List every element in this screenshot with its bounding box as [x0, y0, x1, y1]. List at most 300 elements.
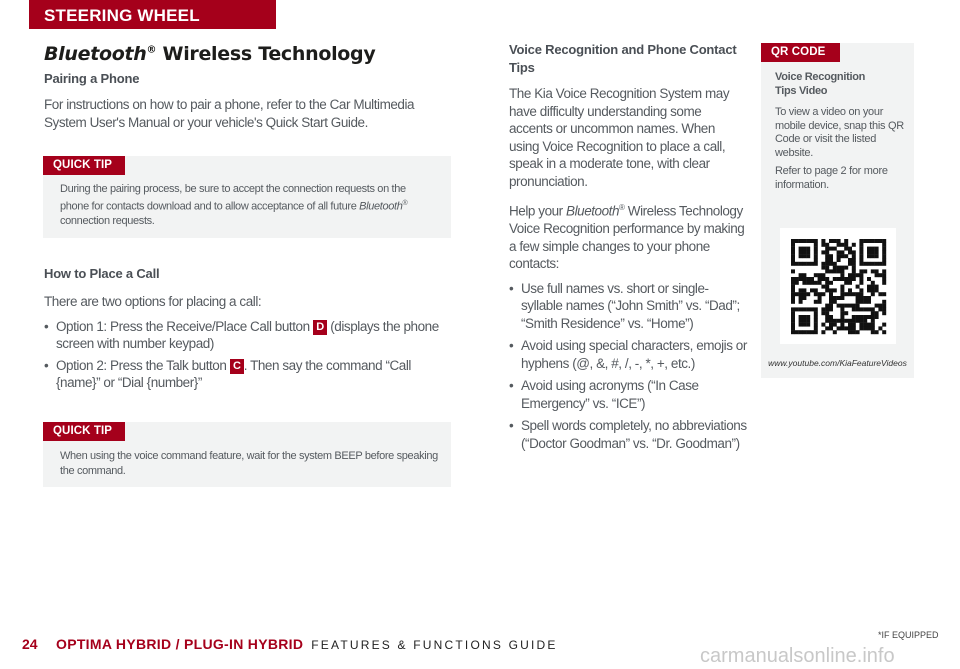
- qr-module: [867, 315, 871, 319]
- qr-module: [840, 296, 844, 300]
- qr-module: [818, 300, 822, 304]
- qr-body: To view a video on your mobile device, snap this QR Code or visit the listed website.: [775, 106, 904, 159]
- qr-module: [821, 266, 825, 270]
- quick-tip-voice: [43, 422, 451, 487]
- qr-module: [871, 330, 875, 334]
- qr-module: [859, 243, 863, 247]
- qr-module: [875, 247, 879, 251]
- qr-module: [840, 315, 844, 319]
- quick-tip-text: During the pairing process, be sure to accept the connection requests on the phone for contacts download and to allow acceptance of all future Bluetooth® connection requests.: [60, 183, 408, 227]
- voice-heading: Voice Recognition and Phone Contact Tips: [509, 42, 737, 75]
- qr-module: [825, 262, 829, 266]
- qr-module: [795, 239, 799, 243]
- qr-module: [799, 300, 803, 304]
- qr-module: [806, 250, 810, 254]
- qr-module: [848, 330, 852, 334]
- qr-module: [863, 296, 867, 300]
- qr-module: [882, 243, 886, 247]
- qr-module: [871, 285, 875, 289]
- qr-module: [856, 273, 860, 277]
- qr-module: [833, 300, 837, 304]
- qr-module: [829, 258, 833, 262]
- qr-module: [867, 285, 871, 289]
- qr-module: [825, 304, 829, 308]
- qr-module: [852, 307, 856, 311]
- qr-module: [825, 315, 829, 319]
- qr-module: [882, 311, 886, 315]
- qr-module: [825, 243, 829, 247]
- qr-module: [814, 315, 818, 319]
- qr-module: [802, 330, 806, 334]
- qr-module: [791, 243, 795, 247]
- quick-tip-pairing: [43, 156, 451, 238]
- qr-module: [852, 304, 856, 308]
- qr-module: [799, 292, 803, 296]
- qr-module: [791, 300, 795, 304]
- qr-module: [863, 269, 867, 273]
- qr-module: [882, 273, 886, 277]
- qr-module: [821, 250, 825, 254]
- qr-module: [844, 326, 848, 330]
- qr-module: [844, 304, 848, 308]
- qr-module: [882, 281, 886, 285]
- qr-module: [840, 254, 844, 258]
- qr-module: [810, 262, 814, 266]
- qr-module: [837, 304, 841, 308]
- qr-module: [871, 239, 875, 243]
- qr-module: [840, 269, 844, 273]
- footer-guide: FEATURES & FUNCTIONS GUIDE: [311, 638, 558, 652]
- qr-module: [852, 323, 856, 327]
- voice-section: [509, 41, 749, 452]
- qr-module: [871, 311, 875, 315]
- qr-module: [848, 273, 852, 277]
- qr-module: [875, 315, 879, 319]
- qr-module: [856, 315, 860, 319]
- qr-module: [871, 307, 875, 311]
- qr-module: [825, 247, 829, 251]
- voice-body: The Kia Voice Recognition System may have difficulty understanding some accents or uncommon names. When using Voice Recognition to place a call, speak in a moderate tone, with clear pronunciation.: [509, 86, 730, 189]
- qr-module: [867, 326, 871, 330]
- qr-module: [821, 239, 825, 243]
- qr-module: [837, 243, 841, 247]
- qr-module: [802, 254, 806, 258]
- qr-module: [833, 319, 837, 323]
- qr-module: [814, 243, 818, 247]
- qr-module: [840, 323, 844, 327]
- qr-module: [848, 288, 852, 292]
- title-reg: ®: [146, 44, 157, 56]
- qr-module: [806, 323, 810, 327]
- qr-module: [882, 239, 886, 243]
- qr-module: [795, 277, 799, 281]
- qr-module: [856, 319, 860, 323]
- qr-module: [825, 258, 829, 262]
- qr-module: [859, 300, 863, 304]
- qr-module: [818, 292, 822, 296]
- qr-module: [859, 258, 863, 262]
- qr-module: [814, 300, 818, 304]
- qr-module: [882, 277, 886, 281]
- qr-module: [814, 330, 818, 334]
- qr-code-image: [780, 228, 896, 344]
- qr-module: [821, 243, 825, 247]
- qr-module: [825, 254, 829, 258]
- qr-module: [837, 269, 841, 273]
- qr-module: [848, 319, 852, 323]
- qr-module: [837, 296, 841, 300]
- qr-module: [852, 326, 856, 330]
- qr-module: [852, 254, 856, 258]
- qr-module: [875, 285, 879, 289]
- qr-module: [814, 319, 818, 323]
- qr-module: [799, 254, 803, 258]
- qr-module: [859, 307, 863, 311]
- qr-module: [863, 323, 867, 327]
- qr-module: [795, 281, 799, 285]
- qr-module: [829, 323, 833, 327]
- pairing-body: For instructions on how to pair a phone, refer to the Car Multimedia System User's Manual or your vehicle's Quick Start Guide.: [44, 97, 415, 130]
- qr-module: [799, 319, 803, 323]
- qr-module: [867, 239, 871, 243]
- qr-module: [821, 262, 825, 266]
- qr-module: [867, 254, 871, 258]
- qr-module: [818, 281, 822, 285]
- qr-module: [848, 292, 852, 296]
- qr-module: [814, 323, 818, 327]
- option-2: • Option 2: Press the Talk button C . Then say the command “Call {name}” or “Dial {number}”: [44, 357, 454, 392]
- qr-module: [821, 292, 825, 296]
- qr-module: [829, 326, 833, 330]
- qr-module: [814, 250, 818, 254]
- qr-module: [852, 258, 856, 262]
- qr-module: [844, 243, 848, 247]
- qr-module: [791, 307, 795, 311]
- qr-module: [802, 250, 806, 254]
- qr-module: [871, 254, 875, 258]
- qr-module: [848, 304, 852, 308]
- qr-module: [852, 315, 856, 319]
- qr-module: [833, 277, 837, 281]
- qr-module: [837, 326, 841, 330]
- qr-module: [852, 319, 856, 323]
- qr-module: [791, 315, 795, 319]
- qr-module: [882, 330, 886, 334]
- qr-module: [791, 281, 795, 285]
- qr-module: [829, 319, 833, 323]
- qr-module: [814, 258, 818, 262]
- qr-module: [814, 254, 818, 258]
- qr-module: [840, 304, 844, 308]
- qr-module: [806, 277, 810, 281]
- qr-module: [837, 266, 841, 270]
- qr-module: [825, 281, 829, 285]
- qr-module: [802, 315, 806, 319]
- qr-module: [852, 262, 856, 266]
- qr-module: [856, 307, 860, 311]
- qr-module: [844, 277, 848, 281]
- qr-module: [871, 292, 875, 296]
- qr-module: [856, 285, 860, 289]
- qr-module: [821, 307, 825, 311]
- qr-module: [878, 292, 882, 296]
- qr-module: [829, 262, 833, 266]
- qr-module: [821, 277, 825, 281]
- qr-module: [799, 323, 803, 327]
- qr-module: [837, 258, 841, 262]
- qr-module: [810, 288, 814, 292]
- qr-module: [829, 281, 833, 285]
- pairing-heading: Pairing a Phone: [44, 71, 140, 86]
- qr-module: [795, 307, 799, 311]
- qr-module: [871, 281, 875, 285]
- qr-module: [859, 288, 863, 292]
- qr-module: [799, 307, 803, 311]
- qr-module: [882, 304, 886, 308]
- qr-module: [863, 239, 867, 243]
- qr-module: [791, 258, 795, 262]
- footer: [22, 636, 558, 652]
- qr-module: [882, 250, 886, 254]
- qr-module: [802, 281, 806, 285]
- qr-module: [840, 319, 844, 323]
- qr-code[interactable]: [780, 228, 896, 344]
- call-intro: There are two options for placing a call:: [44, 294, 262, 309]
- qr-module: [791, 311, 795, 315]
- qr-module: [848, 258, 852, 262]
- qr-module: [825, 311, 829, 315]
- qr-module: [859, 277, 863, 281]
- qr-module: [802, 307, 806, 311]
- qr-module: [856, 296, 860, 300]
- qr-module: [825, 307, 829, 311]
- qr-module: [867, 307, 871, 311]
- qr-module: [829, 315, 833, 319]
- qr-module: [833, 330, 837, 334]
- qr-module: [791, 277, 795, 281]
- qr-module: [806, 292, 810, 296]
- qr-module: [799, 273, 803, 277]
- qr-module: [867, 247, 871, 251]
- qr-module: [806, 254, 810, 258]
- qr-module: [833, 266, 837, 270]
- qr-heading: Voice Recognition Tips Video: [775, 71, 866, 97]
- quick-tip-text: When using the voice command feature, wait for the system BEEP before speaking the command.: [60, 450, 438, 477]
- qr-module: [859, 262, 863, 266]
- qr-module: [799, 262, 803, 266]
- qr-module: [878, 239, 882, 243]
- qr-module: [814, 247, 818, 251]
- qr-module: [791, 330, 795, 334]
- voice-content: [509, 85, 747, 452]
- qr-module: [818, 273, 822, 277]
- qr-module: [821, 330, 825, 334]
- qr-module: [878, 307, 882, 311]
- qr-module: [875, 239, 879, 243]
- qr-module: [856, 304, 860, 308]
- qr-module: [810, 239, 814, 243]
- qr-module: [829, 247, 833, 251]
- qr-module: [814, 281, 818, 285]
- qr-module: [799, 288, 803, 292]
- qr-module: [821, 311, 825, 315]
- qr-module: [871, 262, 875, 266]
- qr-module: [871, 326, 875, 330]
- qr-module: [882, 254, 886, 258]
- qr-module: [837, 277, 841, 281]
- qr-module: [848, 323, 852, 327]
- title-italic: Bluetooth: [44, 43, 147, 65]
- footer-note: *IF EQUIPPED: [878, 630, 939, 640]
- qr-module: [840, 326, 844, 330]
- qr-module: [795, 262, 799, 266]
- qr-module: [859, 273, 863, 277]
- qr-module: [829, 239, 833, 243]
- qr-module: [840, 277, 844, 281]
- qr-module: [806, 315, 810, 319]
- qr-module: [829, 307, 833, 311]
- qr-module: [802, 262, 806, 266]
- qr-module: [837, 239, 841, 243]
- qr-module: [867, 250, 871, 254]
- quick-tip-label: QUICK TIP: [43, 422, 125, 441]
- qr-module: [829, 288, 833, 292]
- qr-module: [802, 277, 806, 281]
- qr-module: [875, 269, 879, 273]
- voice-help: Help your Bluetooth® Wireless Technology Voice Recognition performance by making a few simple changes to your phone contacts:: [509, 203, 745, 271]
- qr-module: [810, 277, 814, 281]
- qr-module: [791, 239, 795, 243]
- qr-module: [806, 307, 810, 311]
- qr-module: [859, 319, 863, 323]
- qr-module: [875, 254, 879, 258]
- qr-module: [871, 315, 875, 319]
- qr-module: [833, 262, 837, 266]
- qr-module: [878, 273, 882, 277]
- qr-module: [848, 250, 852, 254]
- qr-module: [802, 323, 806, 327]
- qr-module: [867, 323, 871, 327]
- qr-module: [859, 296, 863, 300]
- qr-module: [871, 288, 875, 292]
- qr-module: [859, 323, 863, 327]
- qr-module: [802, 273, 806, 277]
- qr-module: [859, 292, 863, 296]
- qr-module: [799, 315, 803, 319]
- qr-module: [799, 277, 803, 281]
- qr-code-label: QR CODE: [761, 43, 840, 62]
- qr-module: [878, 304, 882, 308]
- qr-module: [799, 296, 803, 300]
- footer-model: OPTIMA HYBRID / PLUG-IN HYBRID: [56, 636, 304, 652]
- qr-module: [840, 288, 844, 292]
- qr-module: [852, 266, 856, 270]
- qr-module: [802, 296, 806, 300]
- qr-module: [875, 311, 879, 315]
- call-options: [44, 293, 454, 392]
- qr-module: [837, 319, 841, 323]
- qr-module: [859, 269, 863, 273]
- qr-module: [840, 250, 844, 254]
- qr-module: [837, 254, 841, 258]
- qr-module: [852, 269, 856, 273]
- qr-module: [802, 319, 806, 323]
- qr-module: [867, 288, 871, 292]
- qr-module: [859, 254, 863, 258]
- qr-module: [844, 281, 848, 285]
- qr-module: [863, 319, 867, 323]
- qr-module: [833, 296, 837, 300]
- qr-module: [814, 262, 818, 266]
- qr-module: [840, 292, 844, 296]
- qr-refer: Refer to page 2 for more information.: [775, 165, 888, 191]
- qr-module: [833, 269, 837, 273]
- qr-module: [844, 319, 848, 323]
- qr-module: [814, 239, 818, 243]
- qr-module: [848, 277, 852, 281]
- qr-module: [829, 304, 833, 308]
- qr-module: [791, 262, 795, 266]
- qr-module: [799, 330, 803, 334]
- qr-code-panel: [761, 43, 914, 378]
- qr-module: [833, 323, 837, 327]
- qr-module: [859, 326, 863, 330]
- qr-module: [856, 330, 860, 334]
- section-header: STEERING WHEEL CONTROLS: [29, 0, 276, 29]
- qr-module: [852, 243, 856, 247]
- qr-module: [859, 281, 863, 285]
- qr-module: [825, 326, 829, 330]
- qr-module: [799, 250, 803, 254]
- qr-module: [882, 292, 886, 296]
- qr-module: [882, 247, 886, 251]
- qr-module: [814, 292, 818, 296]
- qr-module: [837, 250, 841, 254]
- qr-module: [871, 250, 875, 254]
- voice-bullet: • Spell words completely, no abbreviations (“Doctor Goodman” vs. “Dr. Goodman”): [509, 417, 747, 452]
- qr-module: [791, 254, 795, 258]
- qr-module: [878, 326, 882, 330]
- qr-module: [806, 319, 810, 323]
- qr-module: [844, 254, 848, 258]
- qr-module: [802, 292, 806, 296]
- qr-module: [791, 292, 795, 296]
- voice-bullet: • Avoid using special characters, emojis or hyphens (@, &, #, /, -, *, +, etc.): [509, 337, 747, 372]
- qr-module: [791, 250, 795, 254]
- qr-module: [859, 250, 863, 254]
- watermark: carmanualsonline.info: [700, 645, 895, 667]
- qr-module: [791, 326, 795, 330]
- qr-module: [871, 269, 875, 273]
- qr-module: [829, 254, 833, 258]
- qr-module: [821, 285, 825, 289]
- qr-module: [791, 247, 795, 251]
- qr-module: [840, 285, 844, 289]
- qr-module: [799, 239, 803, 243]
- qr-url[interactable]: www.youtube.com/KiaFeatureVideos: [768, 358, 907, 368]
- qr-module: [791, 323, 795, 327]
- qr-module: [859, 247, 863, 251]
- qr-module: [806, 247, 810, 251]
- qr-module: [825, 285, 829, 289]
- qr-module: [829, 269, 833, 273]
- qr-module: [875, 330, 879, 334]
- qr-module: [833, 247, 837, 251]
- qr-module: [814, 273, 818, 277]
- qr-module: [802, 247, 806, 251]
- qr-module: [852, 330, 856, 334]
- qr-module: [829, 296, 833, 300]
